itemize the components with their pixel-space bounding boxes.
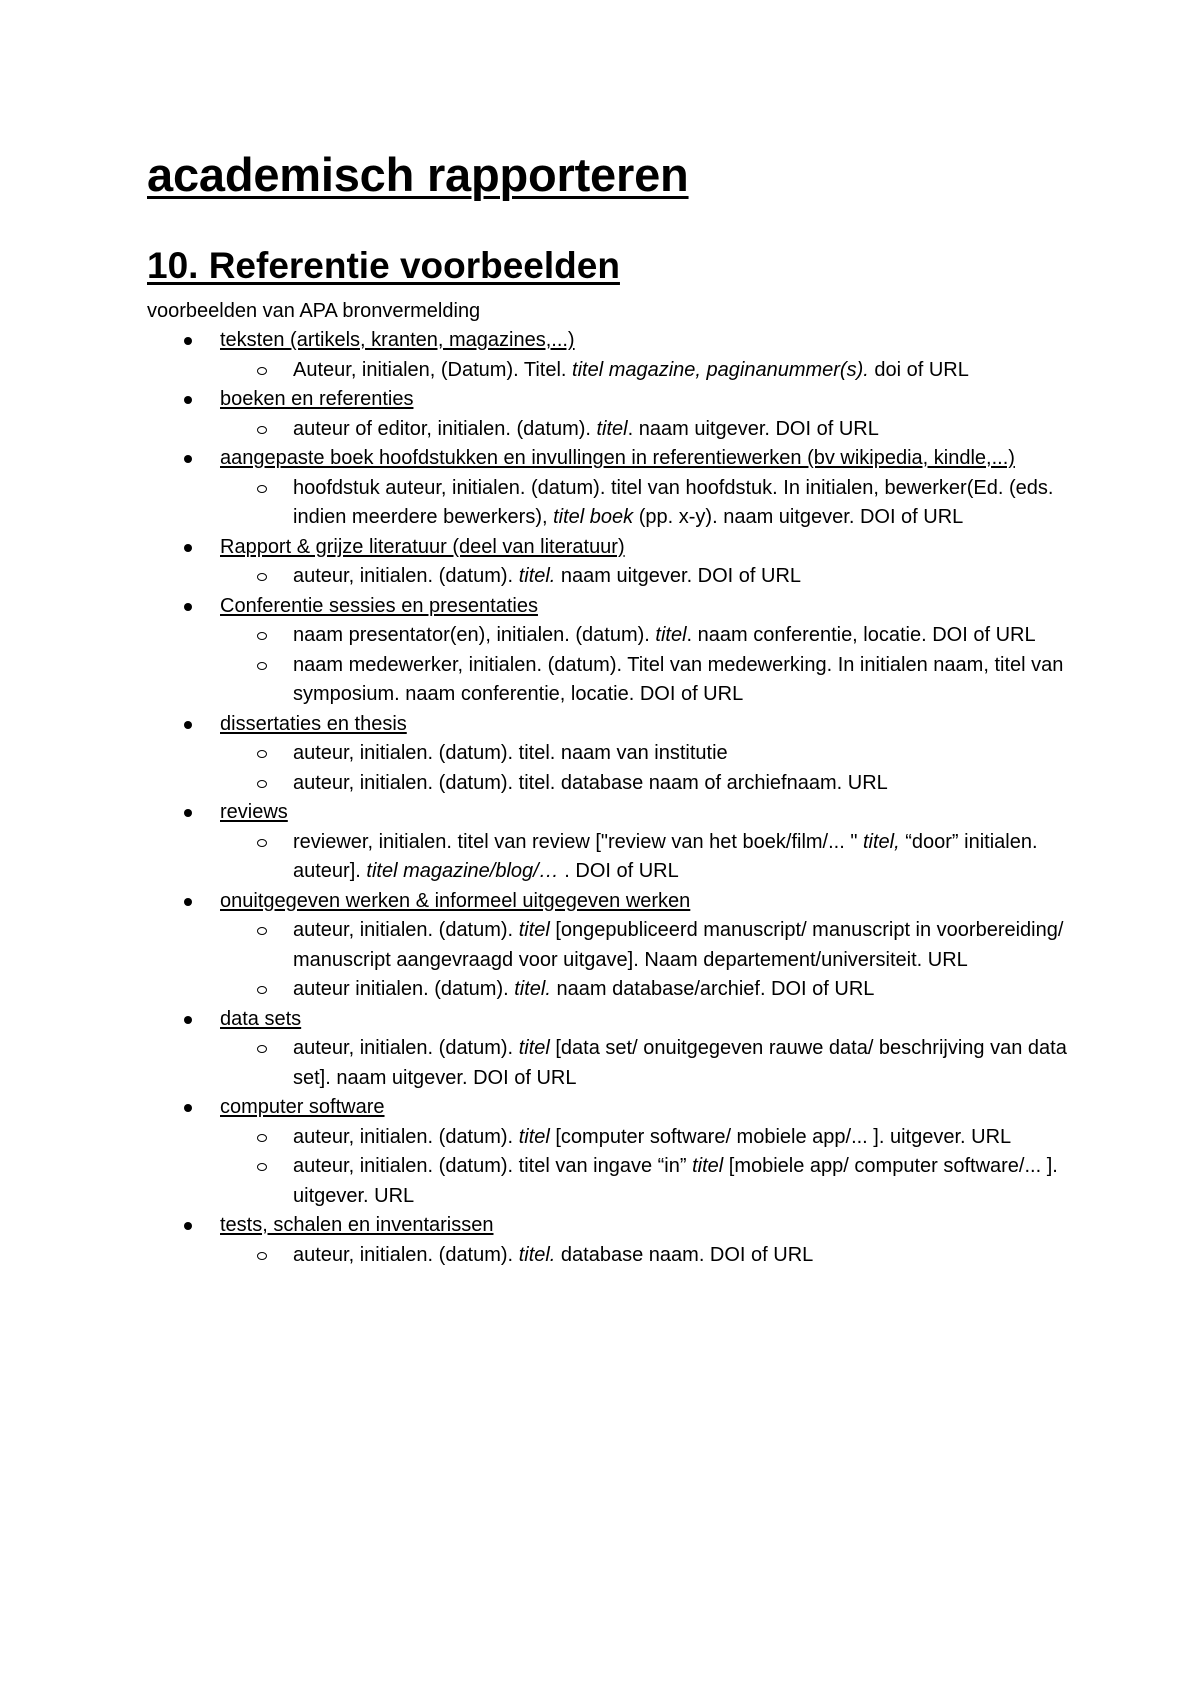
reference-format-item (220, 739, 1067, 769)
reference-format-list (220, 1034, 1067, 1093)
section-heading: 10. Referentie voorbeelden (147, 245, 620, 286)
reference-format-list (220, 1123, 1067, 1212)
reference-italic-segment: titel magazine/blog/… (366, 860, 559, 882)
bullet-icon (184, 898, 192, 906)
circle-bullet-icon (257, 927, 267, 935)
reference-italic-segment: titel (518, 919, 550, 941)
reference-format-list (220, 415, 1067, 445)
category-item (147, 385, 1067, 444)
reference-text-segment: auteur, initialen. (datum). titel. naam van institutie (293, 742, 728, 764)
reference-format-list (220, 916, 1067, 1005)
reference-format-item (220, 651, 1067, 710)
circle-bullet-icon (257, 1252, 267, 1260)
reference-italic-segment: titel. (518, 1243, 556, 1266)
intro-text: voorbeelden van APA bronvermelding (147, 300, 481, 322)
reference-text-segment: auteur, initialen. (datum). (293, 1125, 519, 1148)
reference-format-item (220, 769, 1067, 799)
reference-format-item (220, 415, 1067, 445)
circle-bullet-icon (257, 485, 267, 493)
circle-bullet-icon (257, 780, 267, 788)
reference-text-segment: auteur, initialen. (datum). (293, 1243, 519, 1266)
category-item (147, 592, 1067, 710)
bullet-icon (184, 1016, 192, 1024)
bullet-icon (184, 337, 192, 345)
reference-italic-segment: titel (518, 1125, 550, 1148)
circle-bullet-icon (257, 750, 267, 758)
reference-text-segment: [mobiele app/ computer software/... ]. uitgever. URL (293, 1155, 1058, 1207)
reference-italic-segment: titel (692, 1155, 724, 1177)
reference-format-item (220, 356, 1067, 386)
reference-text-segment: [computer software/ mobiele app/... ]. uitgever. URL (549, 1125, 1012, 1148)
circle-bullet-icon (257, 662, 267, 670)
circle-bullet-icon (257, 632, 267, 640)
reference-text-segment: auteur, initialen. (datum). (293, 565, 519, 587)
reference-text-segment: auteur, initialen. (datum). (293, 919, 519, 941)
category-item (147, 1211, 1067, 1270)
reference-format-item (220, 1241, 1067, 1271)
category-label: aangepaste boek hoofdstukken en invullingen in referentiewerken (bv wikipedia, kindle,...) (220, 447, 1015, 469)
reference-text-segment: auteur, initialen. (datum). titel van ingave “in” (293, 1155, 693, 1177)
reference-format-list (220, 828, 1067, 887)
category-label: tests, schalen en inventarissen (220, 1214, 494, 1236)
reference-italic-segment: titel. (514, 978, 551, 1000)
reference-format-item (220, 1034, 1067, 1093)
category-item (147, 533, 1067, 592)
category-item (147, 1005, 1067, 1094)
reference-text-segment: doi of URL (868, 358, 969, 381)
circle-bullet-icon (257, 986, 267, 994)
reference-format-list (220, 474, 1067, 533)
reference-italic-segment: titel. (518, 565, 556, 587)
reference-italic-segment: titel magazine, paginanummer(s). (572, 358, 869, 381)
reference-text-segment: (pp. x-y). naam uitgever. DOI of URL (633, 506, 964, 528)
category-label: boeken en referenties (220, 388, 414, 410)
reference-text-segment: . naam conferentie, locatie. DOI of URL (686, 624, 1036, 646)
reference-format-item (220, 562, 1067, 592)
category-label: Rapport & grijze literatuur (deel van literatuur) (220, 535, 625, 558)
category-label: teksten (artikels, kranten, magazines,...) (220, 329, 575, 351)
reference-text-segment: . DOI of URL (558, 860, 679, 882)
bullet-icon (184, 809, 192, 817)
reference-format-list (220, 621, 1067, 710)
circle-bullet-icon (257, 1045, 267, 1053)
reference-italic-segment: titel (518, 1037, 550, 1059)
circle-bullet-icon (257, 573, 267, 581)
bullet-icon (184, 1222, 192, 1230)
reference-text-segment: [ongepubliceerd manuscript/ manuscript in voorbereiding/ manuscript aangevraagd voor uitgave]. Naam departement/universiteit. URL (293, 919, 1064, 971)
bullet-icon (184, 544, 192, 552)
reference-text-segment: auteur, initialen. (datum). titel. database naam of archiefnaam. URL (293, 771, 888, 794)
category-label: Conferentie sessies en presentaties (220, 594, 538, 617)
reference-text-segment: naam uitgever. DOI of URL (555, 565, 802, 587)
reference-text-segment: naam medewerker, initialen. (datum). Titel van medewerking. In initialen naam, titel van symposium. naam conferentie, locatie. DOI of URL (293, 653, 1064, 705)
circle-bullet-icon (257, 839, 267, 847)
circle-bullet-icon (257, 367, 267, 375)
reference-format-list (220, 562, 1067, 592)
document-title: academisch rapporteren (147, 148, 689, 201)
reference-format-item (220, 474, 1067, 533)
reference-text-segment: hoofdstuk auteur, initialen. (datum). titel van hoofdstuk. In initialen, bewerker(Ed. (eds. indien meerdere bewerkers), (293, 476, 1054, 528)
reference-format-list (220, 739, 1067, 798)
category-list (147, 326, 1067, 1270)
bullet-icon (184, 603, 192, 611)
reference-italic-segment: titel (596, 417, 628, 440)
reference-text-segment: auteur, initialen. (datum). (293, 1037, 519, 1059)
reference-text-segment: “door” initialen. auteur]. (293, 830, 1038, 882)
reference-text-segment: reviewer, initialen. titel van review ["review van het boek/film/... " (293, 830, 863, 853)
reference-italic-segment: titel boek (553, 506, 634, 528)
reference-format-list (220, 356, 1067, 386)
reference-text-segment: Auteur, initialen, (Datum). Titel. (293, 358, 573, 381)
circle-bullet-icon (257, 1134, 267, 1142)
reference-text-segment: auteur initialen. (datum). (293, 978, 515, 1000)
document-page (147, 145, 1067, 1270)
category-label: computer software (220, 1096, 385, 1118)
reference-format-item (220, 916, 1067, 975)
category-item (147, 444, 1067, 533)
category-item (147, 326, 1067, 385)
reference-italic-segment: titel, (863, 830, 900, 853)
reference-text-segment: . naam uitgever. DOI of URL (627, 417, 879, 440)
category-label: dissertaties en thesis (220, 712, 407, 735)
category-label: onuitgegeven werken & informeel uitgegeven werken (220, 889, 691, 912)
reference-format-item (220, 621, 1067, 651)
reference-italic-segment: titel (655, 624, 687, 646)
category-item (147, 887, 1067, 1005)
bullet-icon (184, 1104, 192, 1112)
reference-text-segment: naam presentator(en), initialen. (datum). (293, 624, 656, 646)
category-item (147, 1093, 1067, 1211)
category-item (147, 798, 1067, 887)
reference-text-segment: auteur of editor, initialen. (datum). (293, 417, 597, 440)
category-label: reviews (220, 801, 288, 823)
bullet-icon (184, 396, 192, 404)
circle-bullet-icon (257, 426, 267, 434)
category-label: data sets (220, 1007, 302, 1030)
circle-bullet-icon (257, 1163, 267, 1171)
reference-text-segment: database naam. DOI of URL (555, 1243, 814, 1266)
reference-format-item (220, 975, 1067, 1005)
reference-text-segment: naam database/archief. DOI of URL (550, 978, 875, 1000)
reference-format-item (220, 1152, 1067, 1211)
bullet-icon (184, 455, 192, 463)
reference-format-item (220, 828, 1067, 887)
reference-format-list (220, 1241, 1067, 1271)
reference-text-segment: [data set/ onuitgegeven rauwe data/ beschrijving van data set]. naam uitgever. DOI of URL (293, 1037, 1067, 1089)
bullet-icon (184, 721, 192, 729)
reference-format-item (220, 1123, 1067, 1153)
category-item (147, 710, 1067, 799)
